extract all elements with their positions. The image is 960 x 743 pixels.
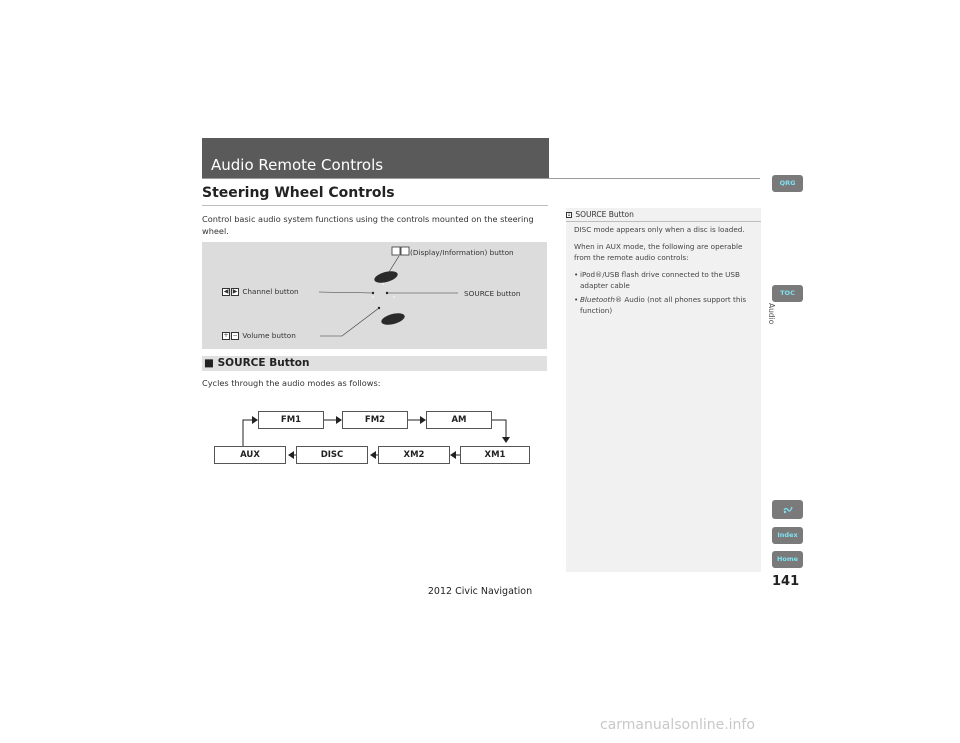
section-heading: Steering Wheel Controls — [202, 185, 395, 201]
display-icon — [392, 247, 400, 255]
sidebar-rule — [566, 221, 761, 222]
volume-minus-key-icon: − — [232, 332, 238, 339]
title-bar — [202, 138, 549, 179]
note-icon: 1 — [567, 212, 571, 218]
steering-wheel-diagram — [202, 242, 547, 349]
voice-icon — [782, 503, 794, 515]
sidebar-p2: When in AUX mode, the following are operable from the remote audio controls: — [574, 242, 743, 262]
bullet-icon: • — [574, 270, 579, 279]
tab-home[interactable]: Home — [772, 551, 803, 568]
volume-button-label: Volume button — [242, 331, 296, 340]
display-button-label: (Display/Information) button — [410, 248, 514, 257]
channel-button-label: Channel button — [242, 287, 299, 296]
mode-xm1: XM1 — [460, 446, 530, 464]
footer-text: 2012 Civic Navigation — [427, 586, 533, 597]
mode-am: AM — [426, 411, 492, 429]
source-button-shape — [380, 311, 406, 327]
channel-right-key-icon: ▶ — [232, 288, 238, 295]
tab-index[interactable]: Index — [772, 527, 803, 544]
sidebar-bullet-2 — [574, 295, 754, 316]
tab-toc[interactable]: TOC — [772, 285, 803, 302]
page-number: 141 — [772, 574, 800, 589]
voice-tab[interactable] — [772, 500, 803, 519]
source-button-heading: ■ SOURCE Button — [204, 357, 310, 369]
sidebar-bullet-2-text: ® Audio (not all phones support this function) — [580, 295, 747, 315]
channel-button-label-group — [222, 287, 299, 296]
sidebar-bullet-1 — [574, 270, 754, 291]
mode-aux: AUX — [214, 446, 286, 464]
title-rule — [202, 178, 760, 179]
mode-xm2: XM2 — [378, 446, 450, 464]
watermark: carmanualsonline.info — [600, 717, 755, 733]
sidebar-bullet-2-brand: Bluetooth — [580, 295, 615, 304]
sidebar-heading-group — [566, 210, 634, 219]
page-title: Audio Remote Controls — [211, 156, 384, 174]
sidebar-p1: DISC mode appears only when a disc is loaded. — [574, 225, 745, 234]
volume-button-label-group — [222, 331, 296, 340]
intro-text: Control basic audio system functions using the controls mounted on the steering wheel. — [202, 214, 534, 236]
mode-fm2: FM2 — [342, 411, 408, 429]
sidebar-heading: SOURCE Button — [575, 210, 634, 219]
cycles-text: Cycles through the audio modes as follows: — [202, 378, 381, 388]
chapter-label: Audio — [767, 303, 776, 325]
source-button-label: SOURCE button — [464, 289, 521, 298]
mode-disc: DISC — [296, 446, 368, 464]
section-rule — [202, 205, 548, 206]
info-icon — [401, 247, 409, 255]
volume-plus-key-icon: + — [223, 332, 229, 339]
bullet-icon: • — [574, 295, 579, 304]
tab-qrg[interactable]: QRG — [772, 175, 803, 192]
channel-left-key-icon: ◀ — [223, 288, 229, 295]
source-button-heading-bar — [202, 356, 547, 371]
mode-fm1: FM1 — [258, 411, 324, 429]
sidebar-bullet-1-text: iPod®/USB flash drive connected to the USB adapter cable — [580, 270, 740, 290]
display-button-shape — [373, 269, 399, 285]
